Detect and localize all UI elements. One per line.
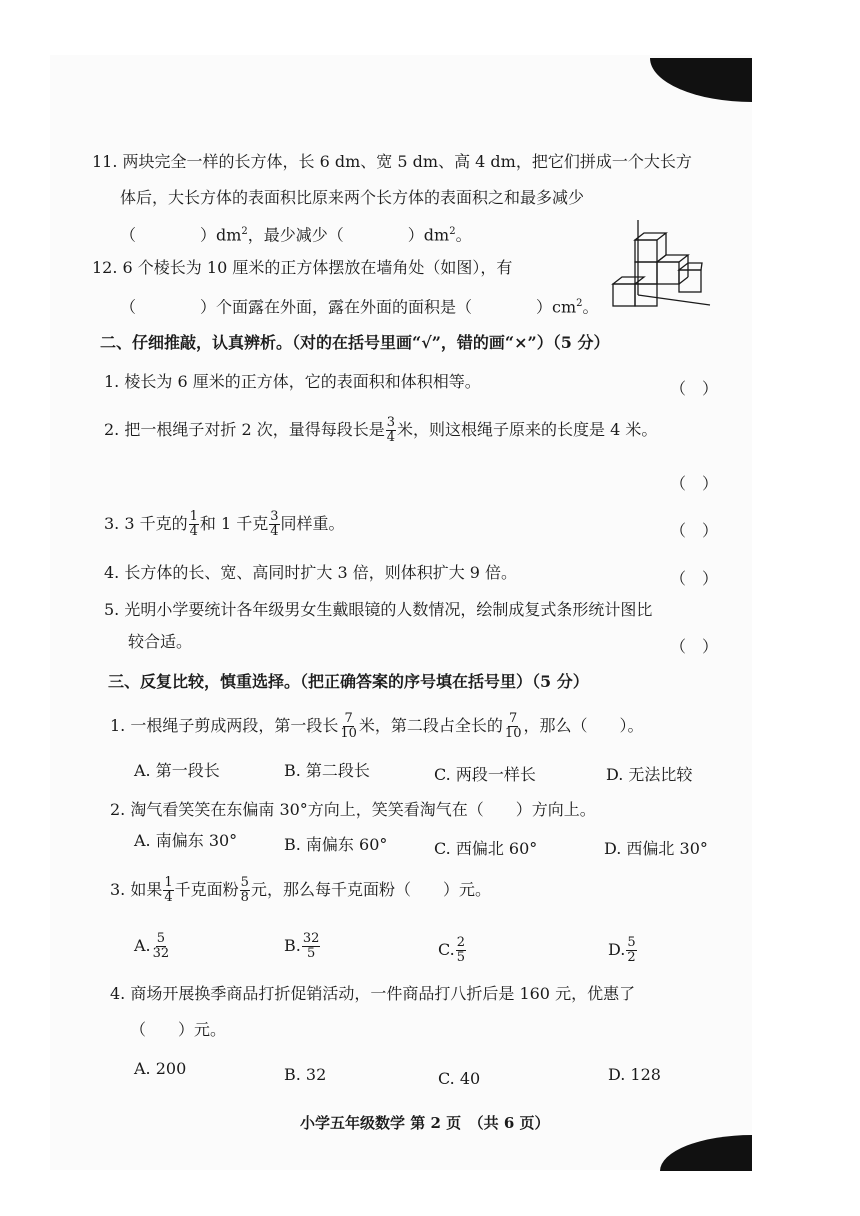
p3-q3-option-b[interactable]: B. $\frac{32}{5}$ — [284, 931, 320, 961]
part3-heading: 三、反复比较，慎重选择。（把正确答案的序号填在括号里）（5 分） — [108, 672, 589, 691]
p2-q2: 2. 把一根绳子对折 2 次，量得每段长是 $\frac{3}{4}$ 米，则这根绳子原来的长度是 4 米。 — [104, 415, 658, 445]
p2-q4: 4. 长方体的长、宽、高同时扩大 3 倍，则体积扩大 9 倍。 — [104, 563, 518, 582]
part2-heading: 二、仔细推敲，认真辨析。（对的在括号里画“√”，错的画“×”）（5 分） — [100, 333, 610, 352]
p3-q2-option-b[interactable]: B. 南偏东 60° — [284, 835, 388, 854]
p2-q1: 1. 棱长为 6 厘米的正方体，它的表面积和体积相等。 — [104, 372, 481, 391]
p3-q4-option-d[interactable]: D. 128 — [608, 1065, 661, 1084]
p3-q4-option-c[interactable]: C. 40 — [438, 1069, 481, 1088]
p3-q2-option-c[interactable]: C. 西偏北 60° — [434, 839, 538, 858]
p3-q1-option-d[interactable]: D. 无法比较 — [606, 765, 693, 784]
p3-q2-option-a[interactable]: A. 南偏东 30° — [134, 831, 238, 850]
q11-line2: 体后，大长方体的表面积比原来两个长方体的表面积之和最多减少 — [120, 188, 585, 207]
q12-line1: 12. 6 个棱长为 10 厘米的正方体摆放在墙角处（如图），有 — [92, 258, 513, 277]
q11-line1: 11. 两块完全一样的长方体，长 6 dm、宽 5 dm、高 4 dm，把它们拼成一个大长方 — [92, 152, 692, 171]
p2-q4-answer-paren[interactable]: （ ） — [670, 569, 719, 588]
p3-q4-option-a[interactable]: A. 200 — [134, 1059, 187, 1078]
p3-q1: 1. 一根绳子剪成两段，第一段长 $\frac{7}{10}$ 米，第二段占全长的 $\frac{7}{10}$ ，那么（ ）。 — [110, 711, 644, 741]
cube-corner-figure — [600, 215, 715, 325]
p3-q4-option-b[interactable]: B. 32 — [284, 1065, 327, 1084]
p3-q4-line1: 4. 商场开展换季商品打折促销活动，一件商品打八折后是 160 元，优惠了 — [110, 984, 636, 1003]
p2-q3-answer-paren[interactable]: （ ） — [670, 521, 719, 540]
p2-q3: 3. 3 千克的 $\frac{1}{4}$ 和 1 千克 $\frac{3}{4}$ 同样重。 — [104, 509, 345, 539]
q12-line2: （ ）个面露在外面，露在外面的面积是（ ）$cm^2$。 — [120, 297, 599, 317]
page-footer: 小学五年级数学 第 2 页 （共 6 页） — [300, 1114, 550, 1132]
p3-q3-option-d[interactable]: D. $\frac{5}{2}$ — [608, 935, 636, 965]
p3-q2: 2. 淘气看笑笑在东偏南 30°方向上，笑笑看淘气在（ ）方向上。 — [110, 800, 596, 819]
p2-q2-answer-paren[interactable]: （ ） — [670, 474, 719, 493]
q11-line3: （ ）$dm^2$，最少减少（ ）$dm^2$。 — [120, 225, 472, 245]
p3-q1-option-a[interactable]: A. 第一段长 — [134, 761, 220, 780]
p3-q1-option-b[interactable]: B. 第二段长 — [284, 761, 370, 780]
p2-q1-answer-paren[interactable]: （ ） — [670, 379, 719, 398]
p3-q2-option-d[interactable]: D. 西偏北 30° — [604, 839, 708, 858]
p3-q3-option-c[interactable]: C. $\frac{2}{5}$ — [438, 935, 466, 965]
p3-q1-option-c[interactable]: C. 两段一样长 — [434, 765, 536, 784]
p2-q5-line2: 较合适。 — [128, 632, 193, 651]
p3-q4-line2: （ ）元。 — [130, 1020, 227, 1039]
p3-q3-option-a[interactable]: A. $\frac{5}{32}$ — [134, 931, 170, 961]
p2-q5-answer-paren[interactable]: （ ） — [670, 637, 719, 656]
p3-q3: 3. 如果 $\frac{1}{4}$ 千克面粉 $\frac{5}{8}$ 元，那么每千克面粉（ ）元。 — [110, 875, 491, 905]
p2-q5-line1: 5. 光明小学要统计各年级男女生戴眼镜的人数情况，绘制成复式条形统计图比 — [104, 600, 653, 619]
